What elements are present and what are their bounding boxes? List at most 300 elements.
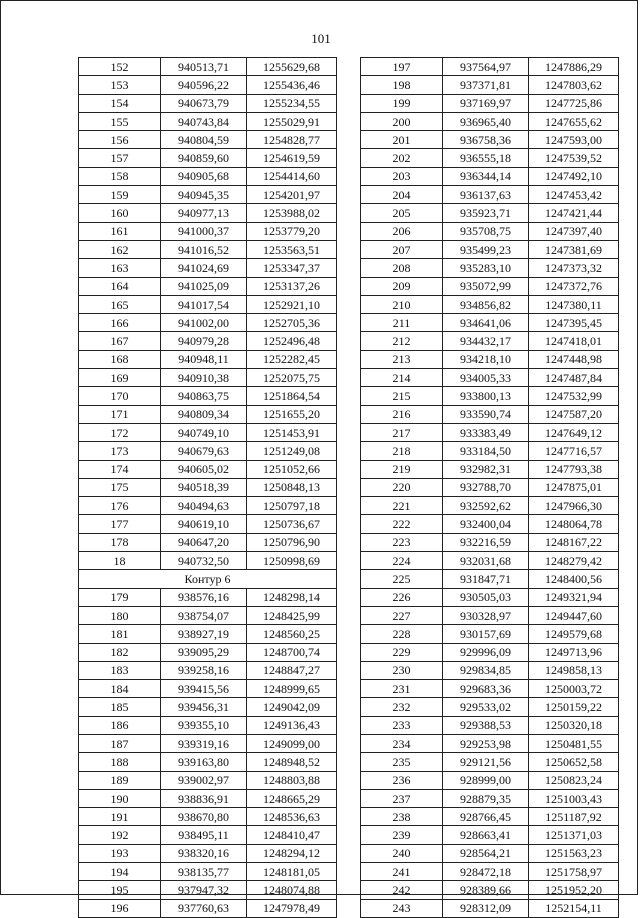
y-coordinate-cell: 1249136,43	[247, 716, 337, 734]
table-row	[79, 167, 337, 185]
x-coordinate-cell: 935499,23	[443, 240, 529, 258]
y-coordinate-cell: 1255436,46	[247, 76, 337, 94]
y-coordinate-cell: 1253779,20	[247, 222, 337, 240]
x-coordinate-cell: 938135,77	[161, 863, 247, 881]
point-number-cell: 164	[79, 277, 161, 295]
y-coordinate-cell: 1248167,22	[529, 533, 619, 551]
point-number-cell: 224	[361, 552, 443, 570]
x-coordinate-cell: 940647,20	[161, 533, 247, 551]
y-coordinate-cell: 1254619,59	[247, 149, 337, 167]
x-coordinate-cell: 939319,16	[161, 734, 247, 752]
table-row	[79, 844, 337, 862]
table-row	[79, 606, 337, 624]
point-number-cell: 228	[361, 625, 443, 643]
point-number-cell: 211	[361, 314, 443, 332]
x-coordinate-cell: 940905,68	[161, 167, 247, 185]
y-coordinate-cell: 1250998,69	[247, 552, 337, 570]
table-row	[361, 167, 619, 185]
table-row	[361, 497, 619, 515]
table-row	[361, 259, 619, 277]
table-row	[79, 552, 337, 570]
table-row	[79, 753, 337, 771]
y-coordinate-cell: 1250159,22	[529, 698, 619, 716]
y-coordinate-cell: 1251371,03	[529, 826, 619, 844]
y-coordinate-cell: 1250823,24	[529, 771, 619, 789]
table-row	[79, 515, 337, 533]
point-number-cell: 195	[79, 881, 161, 899]
x-coordinate-cell: 941002,00	[161, 314, 247, 332]
x-coordinate-cell: 936758,36	[443, 131, 529, 149]
y-coordinate-cell: 1248074,88	[247, 881, 337, 899]
y-coordinate-cell: 1247448,98	[529, 350, 619, 368]
point-number-cell: 156	[79, 131, 161, 149]
x-coordinate-cell: 929683,36	[443, 680, 529, 698]
point-number-cell: 233	[361, 716, 443, 734]
table-row	[361, 863, 619, 881]
y-coordinate-cell: 1250481,55	[529, 734, 619, 752]
point-number-cell: 173	[79, 442, 161, 460]
table-row	[361, 881, 619, 899]
y-coordinate-cell: 1248948,52	[247, 753, 337, 771]
table-row	[361, 625, 619, 643]
y-coordinate-cell: 1251655,20	[247, 405, 337, 423]
table-row	[361, 58, 619, 76]
point-number-cell: 229	[361, 643, 443, 661]
x-coordinate-cell: 929533,02	[443, 698, 529, 716]
point-number-cell: 196	[79, 899, 161, 917]
y-coordinate-cell: 1248410,47	[247, 826, 337, 844]
table-row	[79, 387, 337, 405]
y-coordinate-cell: 1247725,86	[529, 94, 619, 112]
table-row	[361, 240, 619, 258]
point-number-cell: 202	[361, 149, 443, 167]
table-row	[79, 277, 337, 295]
table-row	[79, 76, 337, 94]
table-row	[361, 826, 619, 844]
x-coordinate-cell: 938927,19	[161, 625, 247, 643]
point-number-cell: 154	[79, 94, 161, 112]
point-number-cell: 241	[361, 863, 443, 881]
point-number-cell: 184	[79, 680, 161, 698]
y-coordinate-cell: 1254201,97	[247, 186, 337, 204]
point-number-cell: 171	[79, 405, 161, 423]
x-coordinate-cell: 939095,29	[161, 643, 247, 661]
point-number-cell: 243	[361, 899, 443, 917]
x-coordinate-cell: 937947,32	[161, 881, 247, 899]
point-number-cell: 235	[361, 753, 443, 771]
point-number-cell: 193	[79, 844, 161, 862]
table-row	[361, 753, 619, 771]
y-coordinate-cell: 1249858,13	[529, 661, 619, 679]
table-row	[79, 58, 337, 76]
x-coordinate-cell: 940673,79	[161, 94, 247, 112]
y-coordinate-cell: 1252075,75	[247, 369, 337, 387]
point-number-cell: 194	[79, 863, 161, 881]
y-coordinate-cell: 1247381,69	[529, 240, 619, 258]
point-number-cell: 191	[79, 808, 161, 826]
x-coordinate-cell: 932031,68	[443, 552, 529, 570]
y-coordinate-cell: 1255629,68	[247, 58, 337, 76]
x-coordinate-cell: 928879,35	[443, 789, 529, 807]
x-coordinate-cell: 934005,33	[443, 369, 529, 387]
point-number-cell: 238	[361, 808, 443, 826]
x-coordinate-cell: 941025,09	[161, 277, 247, 295]
point-number-cell: 230	[361, 661, 443, 679]
x-coordinate-cell: 936137,63	[443, 186, 529, 204]
y-coordinate-cell: 1247373,32	[529, 259, 619, 277]
y-coordinate-cell: 1251052,66	[247, 460, 337, 478]
table-row	[79, 131, 337, 149]
point-number-cell: 170	[79, 387, 161, 405]
x-coordinate-cell: 937169,97	[443, 94, 529, 112]
table-row	[79, 149, 337, 167]
point-number-cell: 157	[79, 149, 161, 167]
table-row	[79, 789, 337, 807]
x-coordinate-cell: 941017,54	[161, 295, 247, 313]
table-row	[79, 808, 337, 826]
y-coordinate-cell: 1255029,91	[247, 112, 337, 130]
coordinates-table-left	[78, 57, 337, 918]
table-row	[361, 295, 619, 313]
point-number-cell: 225	[361, 570, 443, 588]
table-row	[361, 844, 619, 862]
y-coordinate-cell: 1248294,12	[247, 844, 337, 862]
x-coordinate-cell: 939002,97	[161, 771, 247, 789]
table-row	[79, 442, 337, 460]
y-coordinate-cell: 1249321,94	[529, 588, 619, 606]
point-number-cell: 155	[79, 112, 161, 130]
table-row	[79, 716, 337, 734]
table-row	[361, 423, 619, 441]
x-coordinate-cell: 936965,40	[443, 112, 529, 130]
table-row	[361, 552, 619, 570]
table-row	[79, 533, 337, 551]
y-coordinate-cell: 1250736,67	[247, 515, 337, 533]
y-coordinate-cell: 1251187,92	[529, 808, 619, 826]
table-row	[361, 131, 619, 149]
y-coordinate-cell: 1248847,27	[247, 661, 337, 679]
point-number-cell: 215	[361, 387, 443, 405]
point-number-cell: 221	[361, 497, 443, 515]
y-coordinate-cell: 1247655,62	[529, 112, 619, 130]
y-coordinate-cell: 1249579,68	[529, 625, 619, 643]
x-coordinate-cell: 928389,66	[443, 881, 529, 899]
table-row	[361, 186, 619, 204]
x-coordinate-cell: 940977,13	[161, 204, 247, 222]
y-coordinate-cell: 1249099,00	[247, 734, 337, 752]
point-number-cell: 177	[79, 515, 161, 533]
x-coordinate-cell: 940749,10	[161, 423, 247, 441]
x-coordinate-cell: 938320,16	[161, 844, 247, 862]
point-number-cell: 179	[79, 588, 161, 606]
y-coordinate-cell: 1250796,90	[247, 533, 337, 551]
point-number-cell: 178	[79, 533, 161, 551]
x-coordinate-cell: 940809,34	[161, 405, 247, 423]
table-row	[361, 405, 619, 423]
y-coordinate-cell: 1248999,65	[247, 680, 337, 698]
x-coordinate-cell: 940863,75	[161, 387, 247, 405]
point-number-cell: 231	[361, 680, 443, 698]
y-coordinate-cell: 1247587,20	[529, 405, 619, 423]
y-coordinate-cell: 1252282,45	[247, 350, 337, 368]
point-number-cell: 239	[361, 826, 443, 844]
point-number-cell: 160	[79, 204, 161, 222]
point-number-cell: 159	[79, 186, 161, 204]
table-row	[361, 588, 619, 606]
table-row	[79, 899, 337, 917]
table-row	[79, 259, 337, 277]
point-number-cell: 206	[361, 222, 443, 240]
point-number-cell: 153	[79, 76, 161, 94]
table-row	[79, 625, 337, 643]
point-number-cell: 165	[79, 295, 161, 313]
x-coordinate-cell: 934432,17	[443, 332, 529, 350]
point-number-cell: 227	[361, 606, 443, 624]
x-coordinate-cell: 939163,80	[161, 753, 247, 771]
point-number-cell: 188	[79, 753, 161, 771]
x-coordinate-cell: 940859,60	[161, 149, 247, 167]
table-row	[79, 222, 337, 240]
x-coordinate-cell: 928766,45	[443, 808, 529, 826]
y-coordinate-cell: 1247453,42	[529, 186, 619, 204]
y-coordinate-cell: 1251563,23	[529, 844, 619, 862]
point-number-cell: 18	[79, 552, 161, 570]
point-number-cell: 180	[79, 606, 161, 624]
point-number-cell: 214	[361, 369, 443, 387]
point-number-cell: 166	[79, 314, 161, 332]
x-coordinate-cell: 932788,70	[443, 478, 529, 496]
x-coordinate-cell: 929834,85	[443, 661, 529, 679]
x-coordinate-cell: 940979,28	[161, 332, 247, 350]
x-coordinate-cell: 932216,59	[443, 533, 529, 551]
y-coordinate-cell: 1247418,01	[529, 332, 619, 350]
table-row	[79, 881, 337, 899]
point-number-cell: 219	[361, 460, 443, 478]
y-coordinate-cell: 1247397,40	[529, 222, 619, 240]
x-coordinate-cell: 940948,11	[161, 350, 247, 368]
point-number-cell: 217	[361, 423, 443, 441]
table-row	[79, 204, 337, 222]
table-row	[79, 661, 337, 679]
x-coordinate-cell: 933383,49	[443, 423, 529, 441]
point-number-cell: 174	[79, 460, 161, 478]
x-coordinate-cell: 930328,97	[443, 606, 529, 624]
x-coordinate-cell: 928663,41	[443, 826, 529, 844]
table-row	[361, 734, 619, 752]
y-coordinate-cell: 1247380,11	[529, 295, 619, 313]
point-number-cell: 162	[79, 240, 161, 258]
table-row	[361, 277, 619, 295]
x-coordinate-cell: 940804,59	[161, 131, 247, 149]
x-coordinate-cell: 933800,13	[443, 387, 529, 405]
x-coordinate-cell: 936555,18	[443, 149, 529, 167]
table-row	[361, 222, 619, 240]
y-coordinate-cell: 1250652,58	[529, 753, 619, 771]
table-row	[79, 423, 337, 441]
y-coordinate-cell: 1247593,00	[529, 131, 619, 149]
y-coordinate-cell: 1247421,44	[529, 204, 619, 222]
table-row	[361, 76, 619, 94]
x-coordinate-cell: 941024,69	[161, 259, 247, 277]
point-number-cell: 242	[361, 881, 443, 899]
y-coordinate-cell: 1253563,51	[247, 240, 337, 258]
point-number-cell: 187	[79, 734, 161, 752]
x-coordinate-cell: 939415,56	[161, 680, 247, 698]
point-number-cell: 234	[361, 734, 443, 752]
x-coordinate-cell: 932592,62	[443, 497, 529, 515]
y-coordinate-cell: 1251864,54	[247, 387, 337, 405]
point-number-cell: 169	[79, 369, 161, 387]
coordinates-table-right	[360, 57, 619, 918]
x-coordinate-cell: 938836,91	[161, 789, 247, 807]
table-row	[361, 314, 619, 332]
x-coordinate-cell: 938754,07	[161, 606, 247, 624]
y-coordinate-cell: 1248536,63	[247, 808, 337, 826]
point-number-cell: 237	[361, 789, 443, 807]
table-row	[361, 771, 619, 789]
y-coordinate-cell: 1247492,10	[529, 167, 619, 185]
point-number-cell: 183	[79, 661, 161, 679]
page-number: 101	[311, 31, 331, 46]
point-number-cell: 200	[361, 112, 443, 130]
section-title: Контур 6	[79, 570, 337, 588]
point-number-cell: 190	[79, 789, 161, 807]
y-coordinate-cell: 1253347,37	[247, 259, 337, 277]
point-number-cell: 218	[361, 442, 443, 460]
table-row	[361, 643, 619, 661]
point-number-cell: 203	[361, 167, 443, 185]
table-row	[361, 442, 619, 460]
y-coordinate-cell: 1248279,42	[529, 552, 619, 570]
point-number-cell: 240	[361, 844, 443, 862]
x-coordinate-cell: 928999,00	[443, 771, 529, 789]
point-number-cell: 192	[79, 826, 161, 844]
point-number-cell: 168	[79, 350, 161, 368]
x-coordinate-cell: 938576,16	[161, 588, 247, 606]
x-coordinate-cell: 928564,21	[443, 844, 529, 862]
y-coordinate-cell: 1248700,74	[247, 643, 337, 661]
x-coordinate-cell: 940732,50	[161, 552, 247, 570]
x-coordinate-cell: 928312,09	[443, 899, 529, 917]
point-number-cell: 207	[361, 240, 443, 258]
point-number-cell: 198	[361, 76, 443, 94]
y-coordinate-cell: 1247886,29	[529, 58, 619, 76]
point-number-cell: 208	[361, 259, 443, 277]
point-number-cell: 209	[361, 277, 443, 295]
x-coordinate-cell: 934218,10	[443, 350, 529, 368]
table-row	[361, 149, 619, 167]
table-row	[361, 332, 619, 350]
table-row	[79, 240, 337, 258]
point-number-cell: 181	[79, 625, 161, 643]
y-coordinate-cell: 1252496,48	[247, 332, 337, 350]
x-coordinate-cell: 936344,14	[443, 167, 529, 185]
y-coordinate-cell: 1251758,97	[529, 863, 619, 881]
y-coordinate-cell: 1251003,43	[529, 789, 619, 807]
y-coordinate-cell: 1248803,88	[247, 771, 337, 789]
x-coordinate-cell: 929388,53	[443, 716, 529, 734]
x-coordinate-cell: 940910,38	[161, 369, 247, 387]
point-number-cell: 210	[361, 295, 443, 313]
y-coordinate-cell: 1250797,18	[247, 497, 337, 515]
x-coordinate-cell: 935283,10	[443, 259, 529, 277]
table-row	[361, 789, 619, 807]
point-number-cell: 163	[79, 259, 161, 277]
y-coordinate-cell: 1249447,60	[529, 606, 619, 624]
table-row	[79, 405, 337, 423]
table-row	[361, 808, 619, 826]
x-coordinate-cell: 932400,04	[443, 515, 529, 533]
table-row	[79, 478, 337, 496]
x-coordinate-cell: 935708,75	[443, 222, 529, 240]
x-coordinate-cell: 930505,03	[443, 588, 529, 606]
x-coordinate-cell: 929121,56	[443, 753, 529, 771]
y-coordinate-cell: 1252154,11	[529, 899, 619, 917]
x-coordinate-cell: 928472,18	[443, 863, 529, 881]
table-row	[79, 186, 337, 204]
table-row	[361, 478, 619, 496]
table-row	[361, 387, 619, 405]
x-coordinate-cell: 934641,06	[443, 314, 529, 332]
point-number-cell: 185	[79, 698, 161, 716]
table-row	[361, 112, 619, 130]
x-coordinate-cell: 940743,84	[161, 112, 247, 130]
table-row	[79, 734, 337, 752]
table-row	[79, 314, 337, 332]
x-coordinate-cell: 931847,71	[443, 570, 529, 588]
x-coordinate-cell: 940945,35	[161, 186, 247, 204]
x-coordinate-cell: 940679,63	[161, 442, 247, 460]
point-number-cell: 226	[361, 588, 443, 606]
table-row	[79, 771, 337, 789]
point-number-cell: 199	[361, 94, 443, 112]
table-row	[361, 698, 619, 716]
y-coordinate-cell: 1248181,05	[247, 863, 337, 881]
x-coordinate-cell: 940596,22	[161, 76, 247, 94]
table-row	[79, 643, 337, 661]
table-row	[361, 570, 619, 588]
x-coordinate-cell: 929253,98	[443, 734, 529, 752]
y-coordinate-cell: 1250003,72	[529, 680, 619, 698]
y-coordinate-cell: 1247793,38	[529, 460, 619, 478]
y-coordinate-cell: 1247875,01	[529, 478, 619, 496]
table-row	[361, 515, 619, 533]
table-row	[79, 94, 337, 112]
y-coordinate-cell: 1248298,14	[247, 588, 337, 606]
point-number-cell: 158	[79, 167, 161, 185]
table-row	[361, 606, 619, 624]
table-row	[79, 332, 337, 350]
point-number-cell: 152	[79, 58, 161, 76]
point-number-cell: 205	[361, 204, 443, 222]
y-coordinate-cell: 1247716,57	[529, 442, 619, 460]
x-coordinate-cell: 937371,81	[443, 76, 529, 94]
y-coordinate-cell: 1251952,20	[529, 881, 619, 899]
point-number-cell: 232	[361, 698, 443, 716]
point-number-cell: 213	[361, 350, 443, 368]
point-number-cell: 176	[79, 497, 161, 515]
table-row	[79, 369, 337, 387]
y-coordinate-cell: 1254414,60	[247, 167, 337, 185]
y-coordinate-cell: 1251249,08	[247, 442, 337, 460]
point-number-cell: 175	[79, 478, 161, 496]
y-coordinate-cell: 1249713,96	[529, 643, 619, 661]
y-coordinate-cell: 1253988,02	[247, 204, 337, 222]
y-coordinate-cell: 1255234,55	[247, 94, 337, 112]
x-coordinate-cell: 938670,80	[161, 808, 247, 826]
x-coordinate-cell: 939355,10	[161, 716, 247, 734]
x-coordinate-cell: 932982,31	[443, 460, 529, 478]
